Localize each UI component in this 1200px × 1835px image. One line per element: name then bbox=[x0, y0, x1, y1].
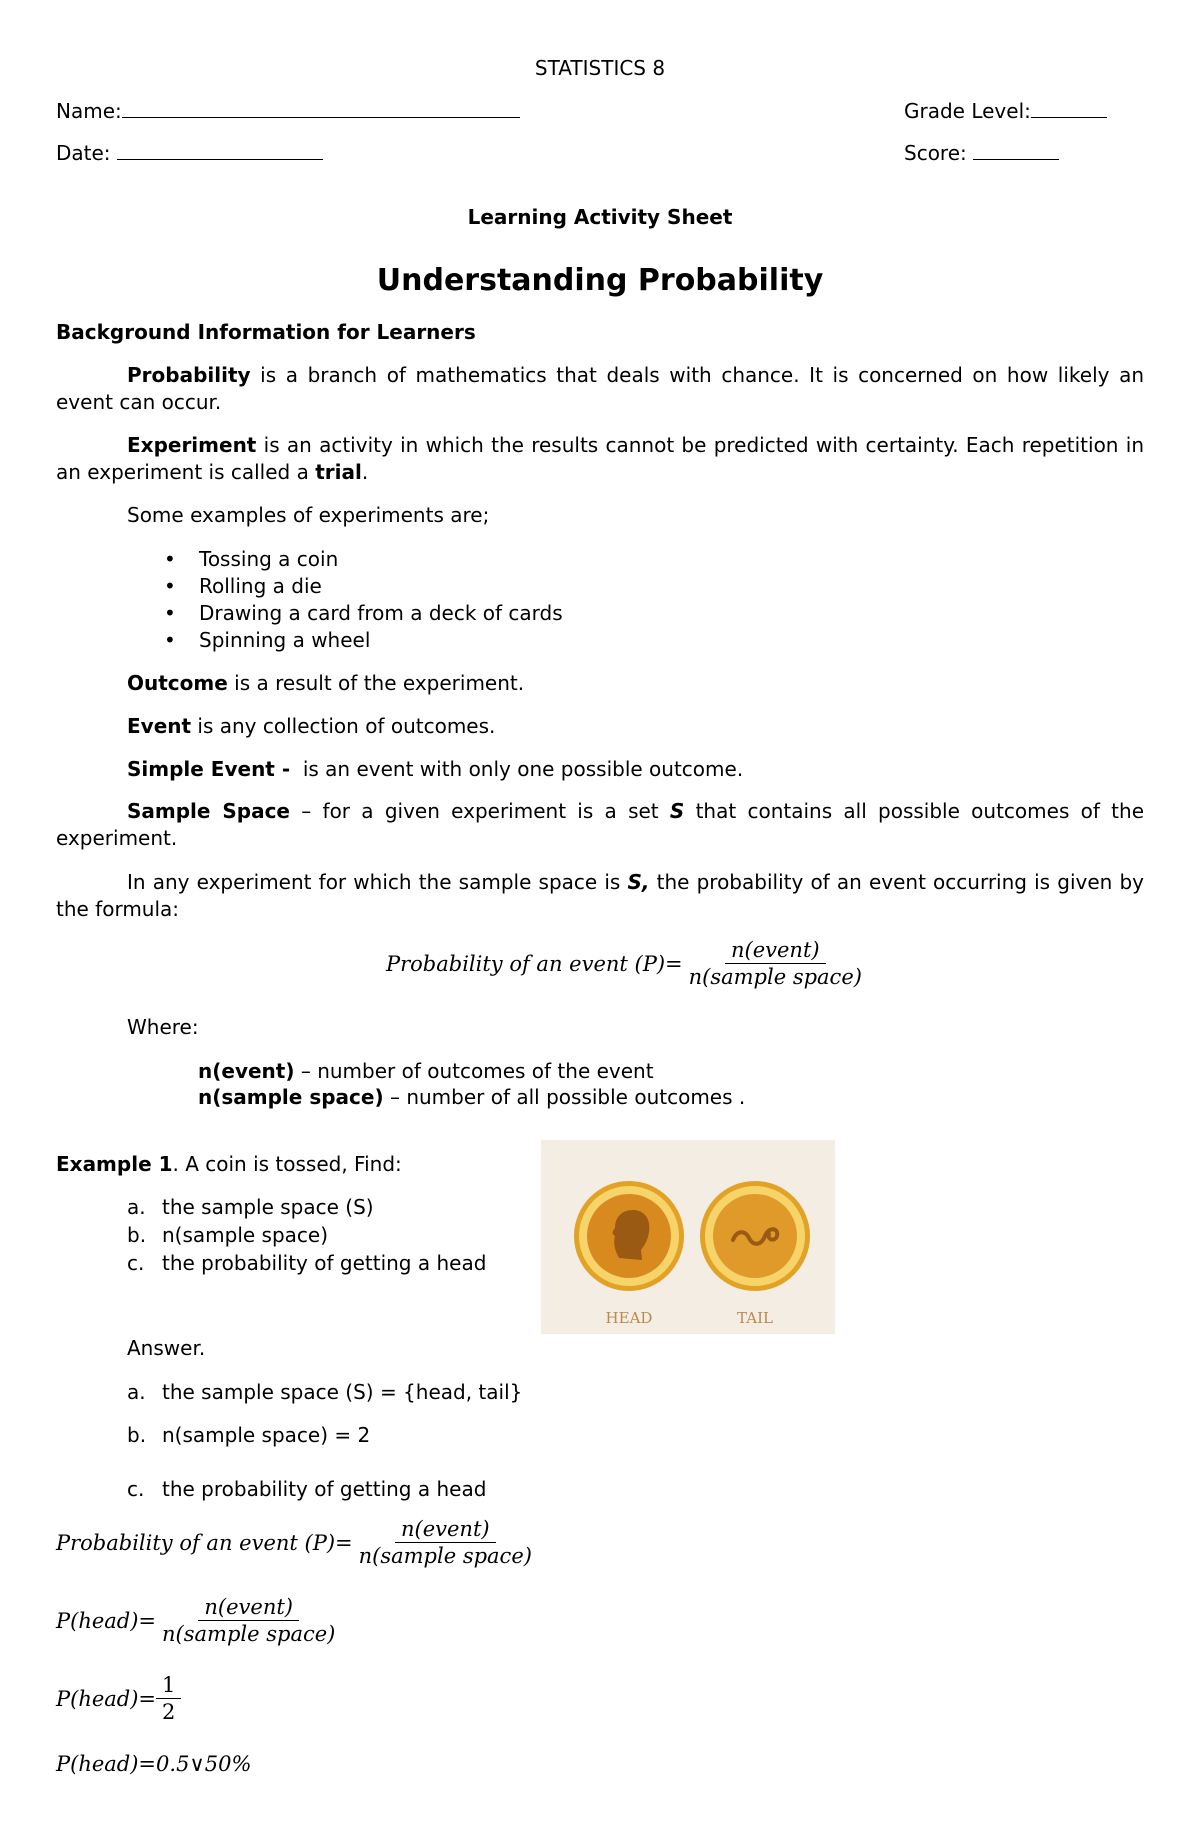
solution-2-lhs: P(head)= bbox=[56, 1608, 157, 1633]
sample-def-text-2: that contains all possible outcomes of the experiment. bbox=[56, 799, 1145, 850]
solution-3-denominator: 2 bbox=[162, 1700, 176, 1724]
list-item bbox=[127, 1249, 486, 1277]
examples-list bbox=[164, 546, 563, 654]
example1-heading bbox=[56, 1152, 402, 1176]
probability-term: Probability bbox=[127, 363, 251, 387]
list-item bbox=[127, 1193, 486, 1221]
item-text: the sample space (S) = {head, tail} bbox=[162, 1380, 523, 1404]
example1-prompt: . A coin is tossed, Find: bbox=[172, 1152, 402, 1176]
item-text: n(sample space) = 2 bbox=[162, 1423, 371, 1447]
solution-2-denominator: n(sample space) bbox=[162, 1622, 336, 1646]
score-field-row bbox=[904, 141, 1059, 165]
list-item: • Spinning a wheel bbox=[164, 627, 563, 654]
simple-event-definition bbox=[127, 757, 743, 781]
probability-formula bbox=[386, 938, 868, 989]
solution-line-1 bbox=[56, 1517, 538, 1568]
formula-intro-text-2: the probability of an event occurring is given by the formula: bbox=[56, 870, 1144, 921]
outcome-term: Outcome bbox=[127, 671, 228, 695]
solution-3-numerator: 1 bbox=[156, 1673, 181, 1699]
formula-denominator: n(sample space) bbox=[688, 965, 862, 989]
where-definitions bbox=[198, 1058, 745, 1110]
sample-set-symbol: S bbox=[669, 799, 685, 823]
trial-end: . bbox=[361, 460, 369, 484]
answer-b bbox=[127, 1423, 370, 1447]
course-title: STATISTICS 8 bbox=[534, 56, 666, 80]
sample-space-definition bbox=[56, 798, 1144, 852]
list-item: • Rolling a die bbox=[164, 573, 563, 600]
score-blank[interactable] bbox=[973, 143, 1059, 160]
solution-1-denominator: n(sample space) bbox=[358, 1544, 532, 1568]
coin-illustration bbox=[541, 1140, 835, 1334]
n-sample-def-text: – number of all possible outcomes . bbox=[383, 1085, 746, 1109]
tail-caption: TAIL bbox=[737, 1309, 773, 1327]
coin-image bbox=[541, 1140, 835, 1334]
solution-2-fraction bbox=[156, 1595, 341, 1646]
list-item bbox=[127, 1221, 486, 1249]
outcome-definition bbox=[127, 671, 524, 695]
trial-term: trial bbox=[315, 460, 362, 484]
formula-intro-text-1: In any experiment for which the sample space is bbox=[127, 870, 628, 894]
sample-space-term: Sample Space bbox=[127, 799, 290, 823]
probability-definition bbox=[56, 362, 1144, 416]
solution-line-2 bbox=[56, 1595, 341, 1646]
name-label: Name: bbox=[56, 99, 122, 123]
date-field-row bbox=[56, 141, 323, 165]
item-letter: b. bbox=[127, 1423, 147, 1447]
background-heading: Background Information for Learners bbox=[56, 320, 476, 344]
event-term: Event bbox=[127, 714, 192, 738]
grade-blank[interactable] bbox=[1031, 101, 1107, 118]
tail-coin-icon bbox=[700, 1181, 810, 1291]
item-text: n(sample space) bbox=[162, 1223, 329, 1247]
date-label: Date: bbox=[56, 141, 111, 165]
name-blank[interactable] bbox=[122, 101, 520, 118]
probability-def-text: is a branch of mathematics that deals with chance. It is concerned on how likely an event can occur. bbox=[56, 363, 1144, 414]
formula-intro-symbol: S, bbox=[627, 870, 650, 894]
item-letter: c. bbox=[127, 1251, 145, 1275]
experiment-def-text: is an activity in which the results cannot be predicted with certainty. Each repetition in an experiment is called a bbox=[56, 433, 1144, 484]
score-label: Score: bbox=[904, 141, 967, 165]
experiment-term: Experiment bbox=[127, 433, 257, 457]
solution-line-4: P(head)=0.5∨50% bbox=[56, 1752, 252, 1776]
event-definition bbox=[127, 714, 495, 738]
solution-3-lhs: P(head)= bbox=[56, 1686, 157, 1711]
grade-field-row bbox=[904, 99, 1107, 123]
n-sample-term: n(sample space) bbox=[198, 1085, 384, 1109]
formula-lhs: Probability of an event (P)= bbox=[386, 951, 683, 976]
page-title: Understanding Probability bbox=[376, 263, 824, 298]
where-label: Where: bbox=[127, 1015, 199, 1039]
name-field-row bbox=[56, 99, 520, 123]
solution-1-fraction bbox=[353, 1517, 538, 1568]
example1-label: Example 1 bbox=[56, 1152, 173, 1176]
head-caption: HEAD bbox=[605, 1309, 653, 1327]
head-coin-icon bbox=[574, 1181, 684, 1291]
outcome-def-text: is a result of the experiment. bbox=[227, 671, 525, 695]
sheet-label: Learning Activity Sheet bbox=[467, 205, 733, 229]
event-def-text: is any collection of outcomes. bbox=[191, 714, 496, 738]
date-blank[interactable] bbox=[117, 143, 323, 160]
experiment-definition bbox=[56, 432, 1144, 486]
simple-event-term: Simple Event - bbox=[127, 757, 291, 781]
n-event-definition bbox=[198, 1058, 745, 1084]
n-sample-definition bbox=[198, 1084, 745, 1110]
item-text: the sample space (S) bbox=[162, 1195, 374, 1219]
list-item: • Drawing a card from a deck of cards bbox=[164, 600, 563, 627]
item-letter: a. bbox=[127, 1380, 146, 1404]
answer-label: Answer. bbox=[127, 1336, 206, 1360]
sample-def-text-1: – for a given experiment is a set bbox=[290, 799, 670, 823]
answer-c bbox=[127, 1477, 486, 1501]
solution-2-numerator: n(event) bbox=[198, 1595, 299, 1621]
item-text: the probability of getting a head bbox=[162, 1477, 487, 1501]
examples-intro: Some examples of experiments are; bbox=[127, 503, 490, 527]
n-event-def-text: – number of outcomes of the event bbox=[294, 1059, 654, 1083]
solution-1-numerator: n(event) bbox=[395, 1517, 496, 1543]
formula-fraction bbox=[683, 938, 868, 989]
formula-intro bbox=[56, 869, 1144, 923]
item-letter: a. bbox=[127, 1195, 146, 1219]
answer-a bbox=[127, 1380, 522, 1404]
n-event-term: n(event) bbox=[198, 1059, 295, 1083]
item-text: the probability of getting a head bbox=[162, 1251, 487, 1275]
example1-questions bbox=[127, 1193, 486, 1277]
formula-numerator: n(event) bbox=[725, 938, 826, 964]
grade-label: Grade Level: bbox=[904, 99, 1031, 123]
simple-event-def-text: is an event with only one possible outcome. bbox=[290, 757, 744, 781]
item-letter: c. bbox=[127, 1477, 145, 1501]
solution-line-3 bbox=[56, 1673, 181, 1724]
solution-1-lhs: Probability of an event (P)= bbox=[56, 1530, 353, 1555]
solution-3-fraction bbox=[156, 1673, 181, 1724]
item-letter: b. bbox=[127, 1223, 147, 1247]
list-item: • Tossing a coin bbox=[164, 546, 563, 573]
